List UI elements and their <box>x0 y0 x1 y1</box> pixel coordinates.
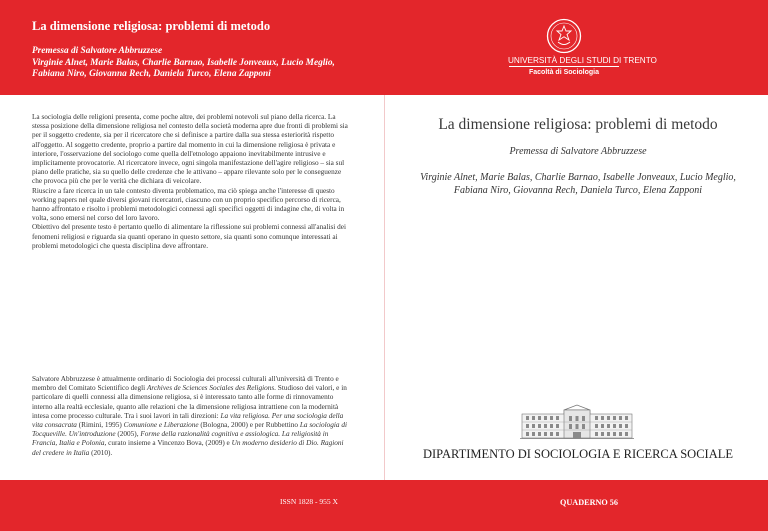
bio-title: Forme della razionalità cognitiva e assiologica. La religiosità in Francia, Italia e Polonia <box>32 430 329 448</box>
spine-divider <box>384 95 385 480</box>
back-cover-description <box>32 113 350 251</box>
bio-text: (Bologna, 2000) e per Rubbettino <box>198 421 300 430</box>
back-authors-line: Fabiana Niro, Giovanna Rech, Daniela Turco, Elena Zapponi <box>32 69 271 79</box>
bio-text: (2010). <box>89 448 113 457</box>
bio-text: (2005), <box>115 430 141 439</box>
bio-text: . Studioso dei valori, e in particolare di quelli connessi alla dimensione religiosa, si è interessato tanto alle forme di rinnovamento interno alla realtà ecclesiale, quanto alle relazioni che la dimensione religiosa intrattiene con la modernità intesa come processo culturale. Tra i suoi lavori in tali direzioni: <box>32 384 347 420</box>
description-paragraph: Obiettivo del presente testo è pertanto quello di alimentare la riflessione sui problemi connessi all'analisi dei fenomeni religiosi e riguarda sia quanti operano in questo settore, sia quanti sono comunque interessati ai problemi metodologici che questa disciplina deve affrontare. <box>32 223 346 250</box>
university-seal-icon <box>546 18 582 59</box>
front-authors-line: Virginie Alnet, Marie Balas, Charlie Barnao, Isabelle Jonveaux, Lucio Meglio, <box>420 172 736 183</box>
bio-title: Archives de Sciences Sociales des Religions <box>146 384 275 393</box>
description-paragraph: Riuscire a fare ricerca in un tale contesto diventa problematico, ma ciò spiega anche l'interesse di questo working papers nel quale diversi giovani ricercatori, ciascuno con un proprio specifico percorso di ricerca, hanno affrontato e risolto i problemi metodologici connessi agli specifici oggetti di indagine che, di volta in volta, sono emersi nel corso del loro lavoro. <box>32 186 345 223</box>
building-icon <box>520 404 634 445</box>
author-bio <box>32 375 350 458</box>
university-underline <box>509 66 619 67</box>
bio-title: La vita religiosa. Per una sociologia della vita consacrata <box>32 411 344 430</box>
university-name: UNIVERSITÀ DEGLI STUDI DI TRENTO <box>508 56 657 65</box>
back-cover-title: La dimensione religiosa: problemi di metodo <box>32 19 271 33</box>
issn-number: ISSN 1828 - 955 X <box>280 497 338 506</box>
front-authors-line: Fabiana Niro, Giovanna Rech, Daniela Turco, Elena Zapponi <box>453 185 703 196</box>
bio-title: La sociologia di Tocqueville. Un'introduzione <box>32 421 347 439</box>
front-cover-title: La dimensione religiosa: problemi di metodo <box>438 116 718 133</box>
bio-title: Un moderno desiderio di Dio. Ragioni del credere in Italia <box>32 439 344 457</box>
bio-text: (Rimini, 1995) <box>76 421 124 430</box>
front-cover-authors <box>400 171 756 197</box>
back-authors-line: Premessa di Salvatore Abbruzzese <box>32 46 163 56</box>
department-name: DIPARTIMENTO DI SOCIOLOGIA E RICERCA SOCIALE <box>422 447 734 461</box>
front-cover-premessa: Premessa di Salvatore Abbruzzese <box>509 146 647 157</box>
bio-text: Salvatore Abbruzzese è attualmente ordinario di Sociologia dei processi culturali all'università di Trento e membro del Comitato Scientifico degli <box>32 375 339 393</box>
back-authors-line: Virginie Alnet, Marie Balas, Charlie Barnao, Isabelle Jonveaux, Lucio Meglio, <box>32 57 335 68</box>
bio-text: , curato insieme a Vincenzo Bova, (2009) e <box>104 439 232 448</box>
bottom-red-band <box>0 480 768 531</box>
back-cover-authors <box>32 46 362 81</box>
quaderno-number: QUADERNO 56 <box>560 498 618 507</box>
description-paragraph: La sociologia delle religioni presenta, come poche altre, dei problemi notevoli sul piano della ricerca. La stessa posizione della dimensione religiosa nel contesto della società moderna apre due fronti di problemi sia per il soggetto credente, sia per il ricercatore che si definisce a partire dalla sua stessa esteriorità rispetto all'oggetto. Al soggetto credente, proprio a partire dal momento in cui la dimensione religiosa è privata e interiore, l'osservazione del sociologo come quella dell'etnologo appaiono inevitabilmente intrusive e implicitamente provocatorie. Al ricercatore invece, ogni singola manifestazione dell'agire religioso – sia sul piano delle pratiche, sia su quello delle credenze che le attivano – appare rilevante solo per le conseguenze che provoca più che per le verità che dichiara di veicolare. <box>32 113 348 186</box>
bio-title: Comunione e Liberazione <box>123 421 199 430</box>
faculty-name: Facoltà di Sociologia <box>528 69 599 76</box>
